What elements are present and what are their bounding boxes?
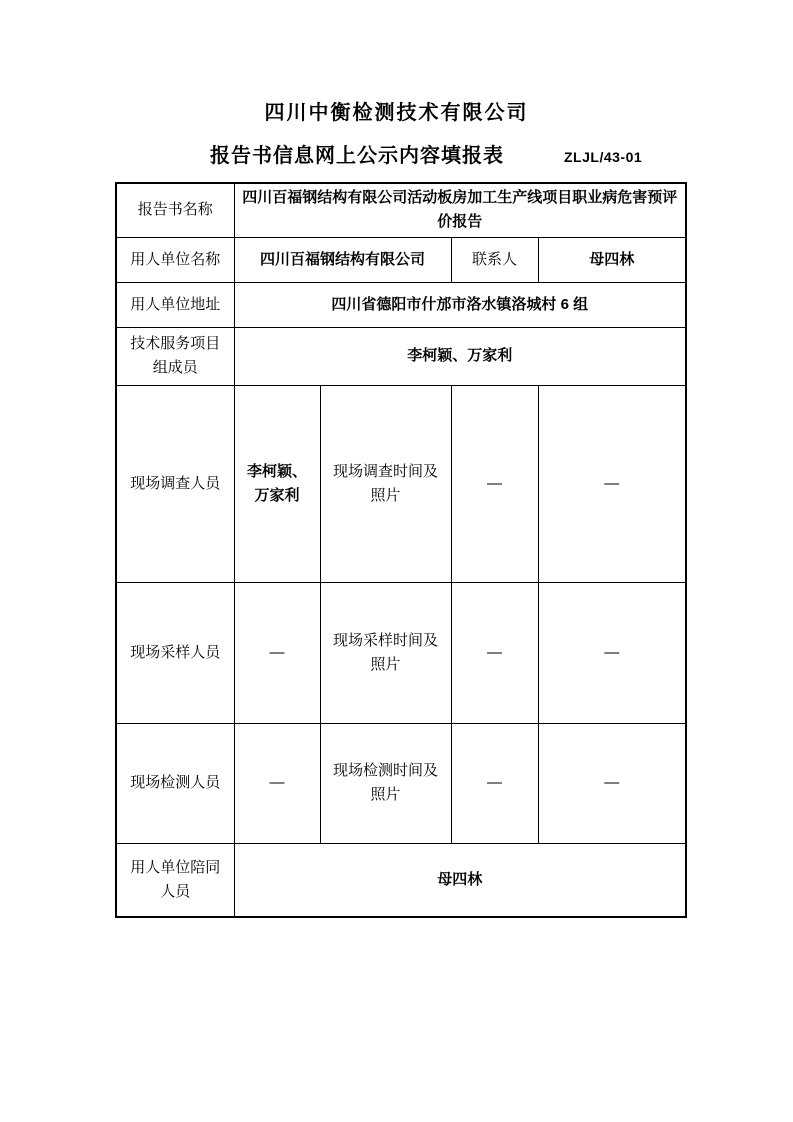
employer-escort-value: 母四林 — [234, 843, 686, 917]
site-sampling-time-photo-label: 现场采样时间及照片 — [320, 582, 451, 723]
contact-label: 联系人 — [451, 237, 538, 282]
row-employer-escort — [116, 843, 686, 917]
site-testing-time-value: — — [451, 723, 538, 843]
row-employer-address — [116, 282, 686, 327]
site-testing-photo-value: — — [538, 723, 686, 843]
row-report-name — [116, 183, 686, 237]
employer-name-label: 用人单位名称 — [116, 237, 234, 282]
site-sampling-label: 现场采样人员 — [116, 582, 234, 723]
site-sampling-photo-value: — — [538, 582, 686, 723]
site-testing-label: 现场检测人员 — [116, 723, 234, 843]
site-sampling-time-value: — — [451, 582, 538, 723]
report-name-value: 四川百福钢结构有限公司活动板房加工生产线项目职业病危害预评价报告 — [234, 183, 686, 237]
employer-name-value: 四川百福钢结构有限公司 — [234, 237, 451, 282]
company-title: 四川中衡检测技术有限公司 — [264, 102, 529, 124]
row-project-team — [116, 327, 686, 385]
employer-address-value: 四川省德阳市什邡市洛水镇洛城村 6 组 — [234, 282, 686, 327]
form-code: ZLJL/43-01 — [564, 149, 643, 165]
form-title-row — [0, 142, 793, 172]
row-employer-name — [116, 237, 686, 282]
site-testing-time-photo-label: 现场检测时间及照片 — [320, 723, 451, 843]
employer-escort-label: 用人单位陪同人员 — [116, 843, 234, 917]
row-site-sampling — [116, 582, 686, 723]
row-site-testing — [116, 723, 686, 843]
project-team-label: 技术服务项目组成员 — [116, 327, 234, 385]
form-title: 报告书信息网上公示内容填报表 — [210, 145, 504, 167]
site-survey-label: 现场调查人员 — [116, 385, 234, 582]
site-testing-personnel: — — [234, 723, 320, 843]
site-survey-time-value: — — [451, 385, 538, 582]
row-site-survey — [116, 385, 686, 582]
project-team-value: 李柯颖、万家利 — [234, 327, 686, 385]
site-survey-time-photo-label: 现场调查时间及照片 — [320, 385, 451, 582]
contact-value: 母四林 — [538, 237, 686, 282]
site-sampling-personnel: — — [234, 582, 320, 723]
form-table — [115, 182, 687, 918]
site-survey-personnel: 李柯颖、万家利 — [234, 385, 320, 582]
site-survey-photo-value: — — [538, 385, 686, 582]
report-name-label: 报告书名称 — [116, 183, 234, 237]
employer-address-label: 用人单位地址 — [116, 282, 234, 327]
